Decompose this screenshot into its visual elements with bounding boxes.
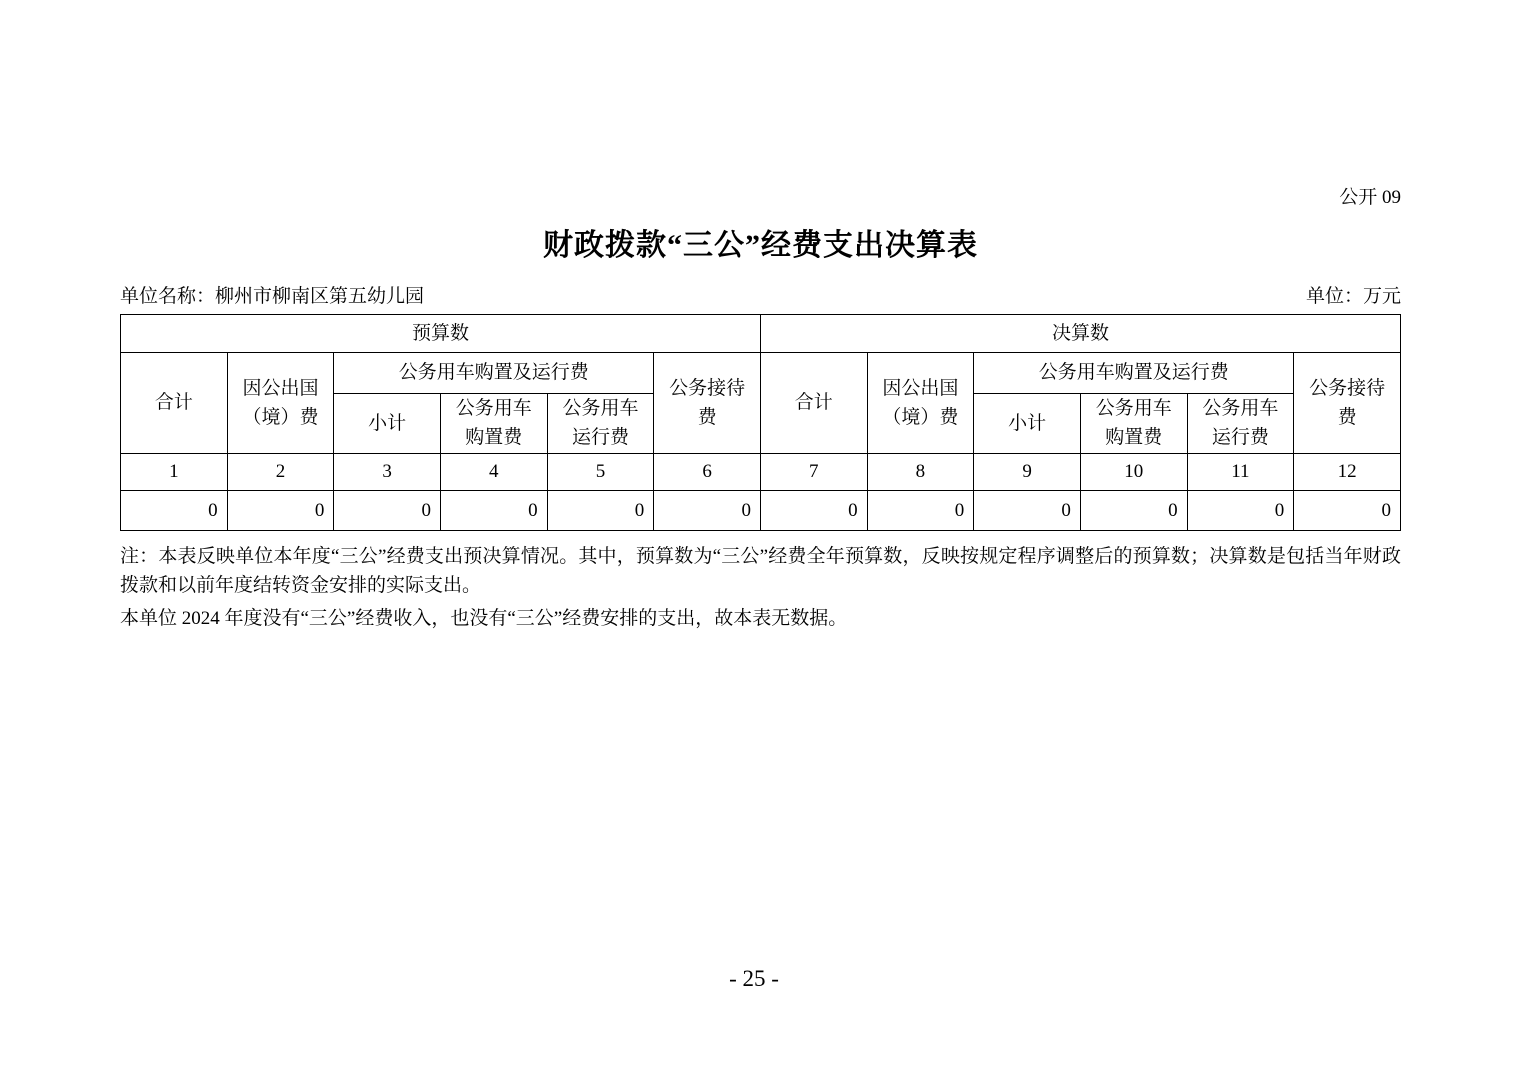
col-number: 5	[547, 453, 654, 490]
value-cell: 0	[227, 490, 334, 530]
col-number: 2	[227, 453, 334, 490]
header-final-vehicle-purchase: 公务用车购置费	[1080, 394, 1187, 454]
no-data-statement: 本单位 2024 年度没有“三公”经费收入，也没有“三公”经费安排的支出，故本表无数据。	[120, 607, 848, 629]
header-final-total: 合计	[760, 353, 867, 454]
page-number: - 25 -	[729, 966, 779, 991]
header-budget-vehicle-operation: 公务用车运行费	[547, 394, 654, 454]
header-final-vehicle-group: 公务用车购置及运行费	[974, 353, 1294, 394]
section-header-final: 决算数	[760, 315, 1400, 353]
header-final-vehicle-operation: 公务用车运行费	[1187, 394, 1294, 454]
fiscal-table	[120, 314, 1401, 531]
document-content	[120, 0, 1401, 633]
header-budget-total: 合计	[121, 353, 228, 454]
value-cell: 0	[334, 490, 441, 530]
value-cell: 0	[974, 490, 1081, 530]
header-budget-vehicle-purchase: 公务用车购置费	[440, 394, 547, 454]
value-cell: 0	[440, 490, 547, 530]
unit-name: 单位名称：柳州市柳南区第五幼儿园	[120, 286, 425, 307]
value-cell: 0	[1080, 490, 1187, 530]
value-cell: 0	[1294, 490, 1401, 530]
table-note: 注：本表反映单位本年度“三公”经费支出预决算情况。其中，预算数为“三公”经费全年预算数，反映按规定程序调整后的预算数；决算数是包括当年财政拨款和以前年度结转资金安排的实际支出。	[120, 545, 1401, 596]
header-final-abroad: 因公出国（境）费	[867, 353, 974, 454]
page-title: 财政拨款“三公”经费支出决算表	[543, 229, 978, 262]
col-number: 4	[440, 453, 547, 490]
value-cell: 0	[654, 490, 761, 530]
unit-measure: 单位：万元	[1305, 286, 1401, 307]
table-row-sections	[121, 315, 1401, 353]
col-number: 6	[654, 453, 761, 490]
header-budget-reception: 公务接待费	[654, 353, 761, 454]
value-cell: 0	[867, 490, 974, 530]
meta-row	[120, 284, 1401, 310]
col-number: 9	[974, 453, 1081, 490]
header-final-reception: 公务接待费	[1294, 353, 1401, 454]
table-row-values	[121, 490, 1401, 530]
doc-code: 公开 09	[1339, 187, 1401, 208]
header-budget-abroad: 因公出国（境）费	[227, 353, 334, 454]
header-budget-subtotal: 小计	[334, 394, 441, 454]
col-number: 1	[121, 453, 228, 490]
col-number: 10	[1080, 453, 1187, 490]
col-number: 8	[867, 453, 974, 490]
col-number: 7	[760, 453, 867, 490]
value-cell: 0	[547, 490, 654, 530]
header-final-subtotal: 小计	[974, 394, 1081, 454]
col-number: 12	[1294, 453, 1401, 490]
table-row-column-numbers	[121, 453, 1401, 490]
value-cell: 0	[760, 490, 867, 530]
value-cell: 0	[1187, 490, 1294, 530]
section-header-budget: 预算数	[121, 315, 761, 353]
table-row-header-top	[121, 353, 1401, 394]
header-budget-vehicle-group: 公务用车购置及运行费	[334, 353, 654, 394]
value-cell: 0	[121, 490, 228, 530]
col-number: 3	[334, 453, 441, 490]
col-number: 11	[1187, 453, 1294, 490]
